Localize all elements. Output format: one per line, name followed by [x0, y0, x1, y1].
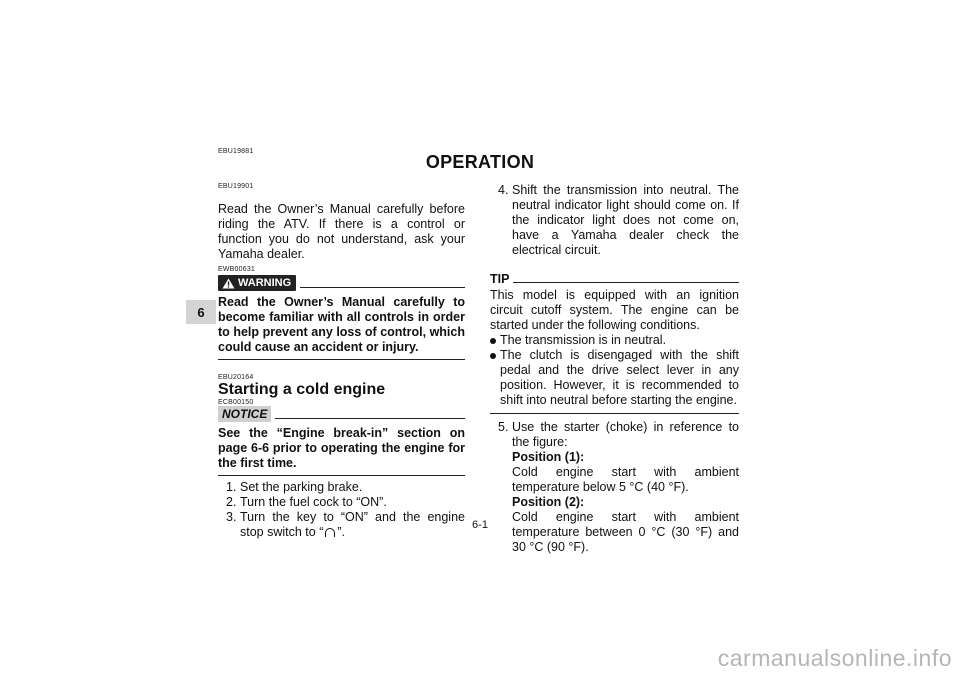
bullet-text: The clutch is disengaged with the shift pedal and the drive select lever in any position. However, it is recommended to shift into neutral before starting the engine. — [500, 348, 739, 407]
right-column — [490, 183, 739, 555]
steps-list-left — [218, 480, 465, 540]
list-item — [218, 480, 465, 495]
section-code: EBU20164 — [218, 374, 254, 381]
section-heading: Starting a cold engine — [218, 381, 386, 398]
step-4 — [490, 183, 739, 258]
warning-rule — [300, 287, 465, 288]
step-5 — [490, 420, 739, 555]
notice-badge: NOTICE — [218, 406, 271, 422]
intro-code: EBU19901 — [218, 183, 254, 190]
notice-code: ECB00150 — [218, 399, 254, 406]
watermark: carmanualsonline.info — [717, 645, 952, 671]
warning-text: Read the Owner’s Manual carefully to become familiar with all controls in order to help prevent any loss of control, which could cause an accident or injury. — [218, 295, 465, 354]
warning-badge — [218, 275, 296, 291]
step-number: 5. — [498, 420, 509, 434]
step-text-before: Turn the key to “ON” and the engine stop switch to “ — [240, 510, 465, 539]
position-2-text: Cold engine start with ambient temperature between 0 °C (30 °F) and 30 °C (90 °F). — [512, 510, 739, 554]
step-number: 2. — [226, 495, 237, 509]
step-number: 1. — [226, 480, 237, 494]
warning-label: WARNING — [238, 277, 292, 289]
step-number: 3. — [226, 510, 237, 524]
warning-header — [218, 275, 465, 291]
bullet-icon — [490, 353, 496, 359]
step-text: Shift the transmission into neutral. The neutral indicator light should come on. If the indicator light does not come on, have a Yamaha dealer check the electrical circuit. — [512, 183, 739, 257]
step-text: Set the parking brake. — [240, 480, 363, 494]
tip-rule — [513, 282, 739, 283]
bullet-icon — [490, 338, 496, 344]
list-item — [490, 333, 739, 348]
tip-text: This model is equipped with an ignition circuit cutoff system. The engine can be started under the following conditions. — [490, 288, 739, 332]
tip-label: TIP — [490, 272, 510, 286]
position-1-label: Position (1): — [512, 450, 585, 464]
warning-triangle-icon — [222, 278, 235, 289]
notice-text: See the “Engine break-in” section on page 6-6 prior to operating the engine for the first time. — [218, 426, 465, 470]
list-item — [218, 495, 465, 510]
position-2-label: Position (2): — [512, 495, 585, 509]
step-text-after: ”. — [337, 525, 346, 539]
page-number: 6-1 — [472, 519, 488, 531]
tip-end-rule — [490, 413, 739, 414]
notice-rule — [275, 418, 465, 419]
page-title: OPERATION — [425, 152, 535, 172]
position-1-text: Cold engine start with ambient temperature below 5 °C (40 °F). — [512, 465, 739, 494]
step-5-body — [512, 420, 739, 555]
step-text: Turn the fuel cock to “ON”. — [240, 495, 387, 509]
intro-paragraph: Read the Owner’s Manual carefully before riding the ATV. If there is a control or function you do not understand, ask your Yamaha dealer. — [218, 202, 465, 261]
notice-end-rule — [218, 475, 465, 476]
chapter-tab: 6 — [186, 300, 216, 324]
warning-code: EWB00631 — [218, 266, 256, 273]
title-code: EBU19881 — [218, 148, 254, 155]
list-item — [490, 348, 739, 408]
left-column — [218, 183, 465, 540]
notice-header — [218, 406, 465, 422]
tip-header — [490, 272, 739, 286]
warning-end-rule — [218, 359, 465, 360]
step-text: Use the starter (choke) in reference to the figure: — [512, 420, 739, 449]
bullet-text: The transmission is in neutral. — [500, 333, 667, 347]
step-number: 4. — [498, 183, 509, 197]
